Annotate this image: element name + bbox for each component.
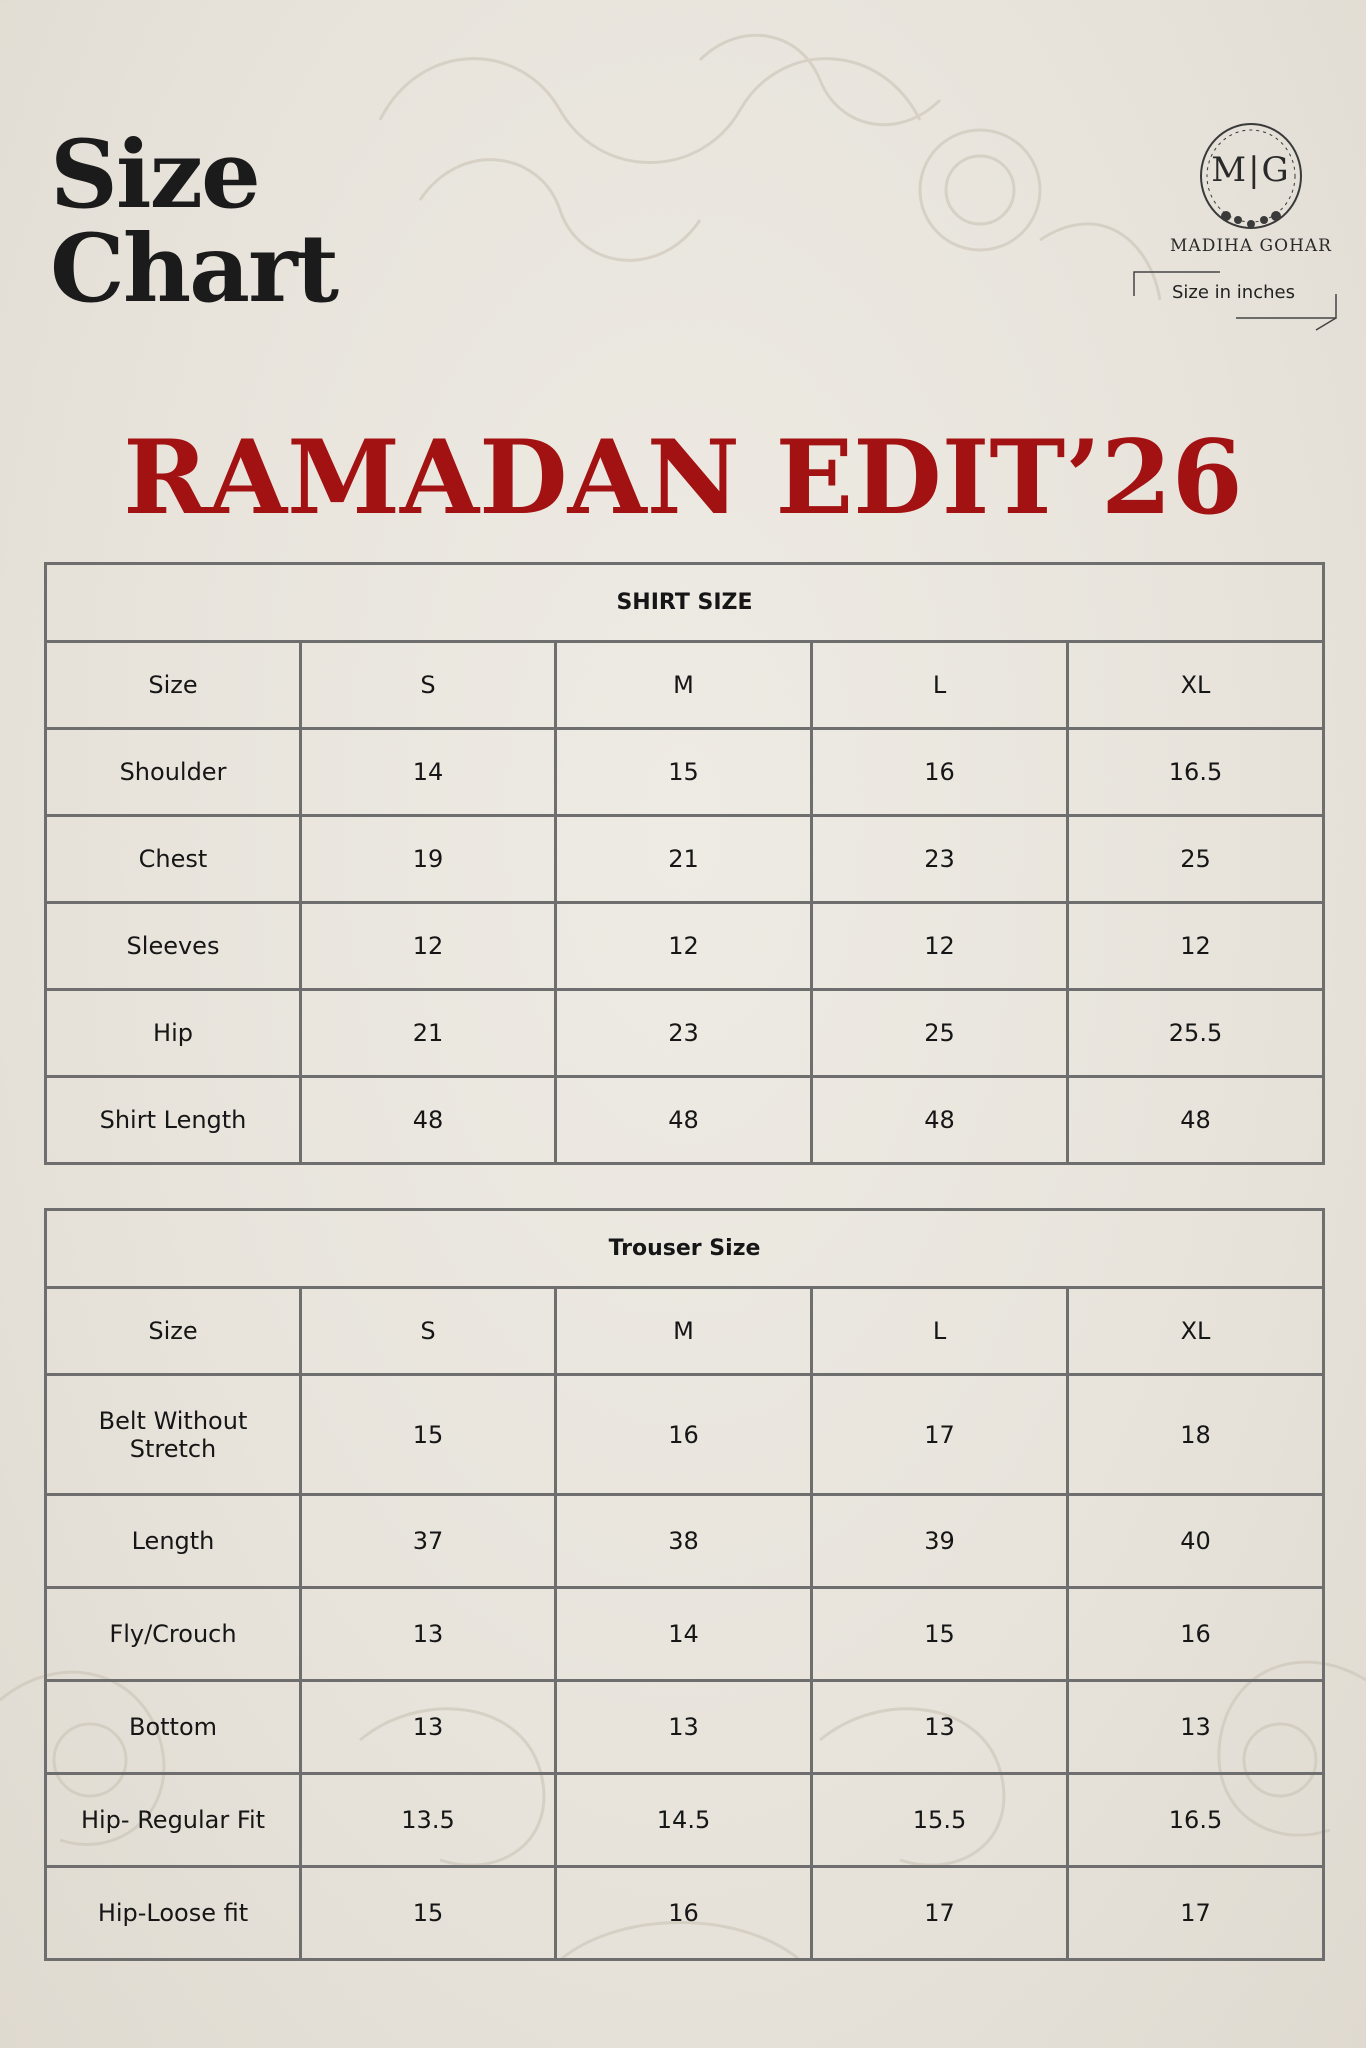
table-row bbox=[46, 816, 1324, 903]
table-row bbox=[46, 1495, 1324, 1588]
row-label: Bottom bbox=[46, 1681, 301, 1774]
table-cell: 21 bbox=[556, 816, 812, 903]
table-cell: 23 bbox=[556, 990, 812, 1077]
table-cell: 17 bbox=[812, 1375, 1068, 1495]
table-row bbox=[46, 1774, 1324, 1867]
table-cell: 48 bbox=[301, 1077, 556, 1164]
table-cell: 13.5 bbox=[301, 1774, 556, 1867]
header-cell: L bbox=[812, 642, 1068, 729]
header-cell: S bbox=[301, 1288, 556, 1375]
table-cell: 12 bbox=[301, 903, 556, 990]
title-line-2: Chart bbox=[50, 214, 338, 324]
row-label: Sleeves bbox=[46, 903, 301, 990]
row-label: Hip- Regular Fit bbox=[46, 1774, 301, 1867]
header-cell: XL bbox=[1068, 642, 1324, 729]
table-cell: 48 bbox=[812, 1077, 1068, 1164]
header-cell: M bbox=[556, 1288, 812, 1375]
trouser-size-table bbox=[44, 1208, 1325, 1961]
table-cell: 15.5 bbox=[812, 1774, 1068, 1867]
table-cell: 25.5 bbox=[1068, 990, 1324, 1077]
table-cell: 12 bbox=[812, 903, 1068, 990]
table-cell: 39 bbox=[812, 1495, 1068, 1588]
trouser-table-title: Trouser Size bbox=[46, 1210, 1324, 1288]
row-label: Fly/Crouch bbox=[46, 1588, 301, 1681]
table-cell: 14 bbox=[301, 729, 556, 816]
logo-brand-name: MADIHA GOHAR bbox=[1170, 236, 1332, 256]
logo-monogram: M|G bbox=[1211, 150, 1291, 190]
size-unit-note: Size in inches bbox=[1172, 282, 1295, 303]
table-cell: 17 bbox=[1068, 1867, 1324, 1960]
table-cell: 15 bbox=[812, 1588, 1068, 1681]
header-cell: Size bbox=[46, 642, 301, 729]
table-row bbox=[46, 903, 1324, 990]
row-label: Hip bbox=[46, 990, 301, 1077]
table-cell: 16 bbox=[812, 729, 1068, 816]
table-cell: 48 bbox=[1068, 1077, 1324, 1164]
table-cell: 15 bbox=[301, 1375, 556, 1495]
table-cell: 16 bbox=[556, 1375, 812, 1495]
table-cell: 14.5 bbox=[556, 1774, 812, 1867]
shirt-table-title: SHIRT SIZE bbox=[46, 564, 1324, 642]
table-cell: 13 bbox=[301, 1588, 556, 1681]
collection-headline: RAMADAN EDIT’26 bbox=[123, 418, 1243, 538]
title-line-1: Size bbox=[50, 120, 259, 230]
table-cell: 25 bbox=[812, 990, 1068, 1077]
row-label: Hip-Loose fit bbox=[46, 1867, 301, 1960]
table-cell: 17 bbox=[812, 1867, 1068, 1960]
table-cell: 48 bbox=[556, 1077, 812, 1164]
header-cell: Size bbox=[46, 1288, 301, 1375]
row-label: Belt Without Stretch bbox=[46, 1375, 301, 1495]
table-cell: 19 bbox=[301, 816, 556, 903]
header-cell: S bbox=[301, 642, 556, 729]
table-cell: 13 bbox=[301, 1681, 556, 1774]
table-cell: 16 bbox=[556, 1867, 812, 1960]
table-row bbox=[46, 990, 1324, 1077]
table-cell: 13 bbox=[556, 1681, 812, 1774]
table-row bbox=[46, 1681, 1324, 1774]
table-cell: 38 bbox=[556, 1495, 812, 1588]
table-cell: 15 bbox=[556, 729, 812, 816]
table-cell: 12 bbox=[556, 903, 812, 990]
table-cell: 21 bbox=[301, 990, 556, 1077]
table-row bbox=[46, 1077, 1324, 1164]
table-cell: 13 bbox=[812, 1681, 1068, 1774]
trouser-header-row bbox=[46, 1288, 1324, 1375]
table-cell: 16.5 bbox=[1068, 1774, 1324, 1867]
table-cell: 12 bbox=[1068, 903, 1324, 990]
table-cell: 18 bbox=[1068, 1375, 1324, 1495]
header-cell: XL bbox=[1068, 1288, 1324, 1375]
header-cell: M bbox=[556, 642, 812, 729]
row-label: Chest bbox=[46, 816, 301, 903]
row-label: Shirt Length bbox=[46, 1077, 301, 1164]
shirt-header-row bbox=[46, 642, 1324, 729]
table-cell: 13 bbox=[1068, 1681, 1324, 1774]
table-row bbox=[46, 1867, 1324, 1960]
table-cell: 14 bbox=[556, 1588, 812, 1681]
table-cell: 23 bbox=[812, 816, 1068, 903]
table-cell: 16 bbox=[1068, 1588, 1324, 1681]
table-cell: 16.5 bbox=[1068, 729, 1324, 816]
row-label: Length bbox=[46, 1495, 301, 1588]
header-cell: L bbox=[812, 1288, 1068, 1375]
table-cell: 40 bbox=[1068, 1495, 1324, 1588]
table-row bbox=[46, 1375, 1324, 1495]
row-label: Shoulder bbox=[46, 729, 301, 816]
shirt-size-table bbox=[44, 562, 1325, 1165]
table-cell: 37 bbox=[301, 1495, 556, 1588]
table-cell: 25 bbox=[1068, 816, 1324, 903]
table-cell: 15 bbox=[301, 1867, 556, 1960]
table-row bbox=[46, 729, 1324, 816]
table-row bbox=[46, 1588, 1324, 1681]
page-title bbox=[50, 120, 338, 324]
